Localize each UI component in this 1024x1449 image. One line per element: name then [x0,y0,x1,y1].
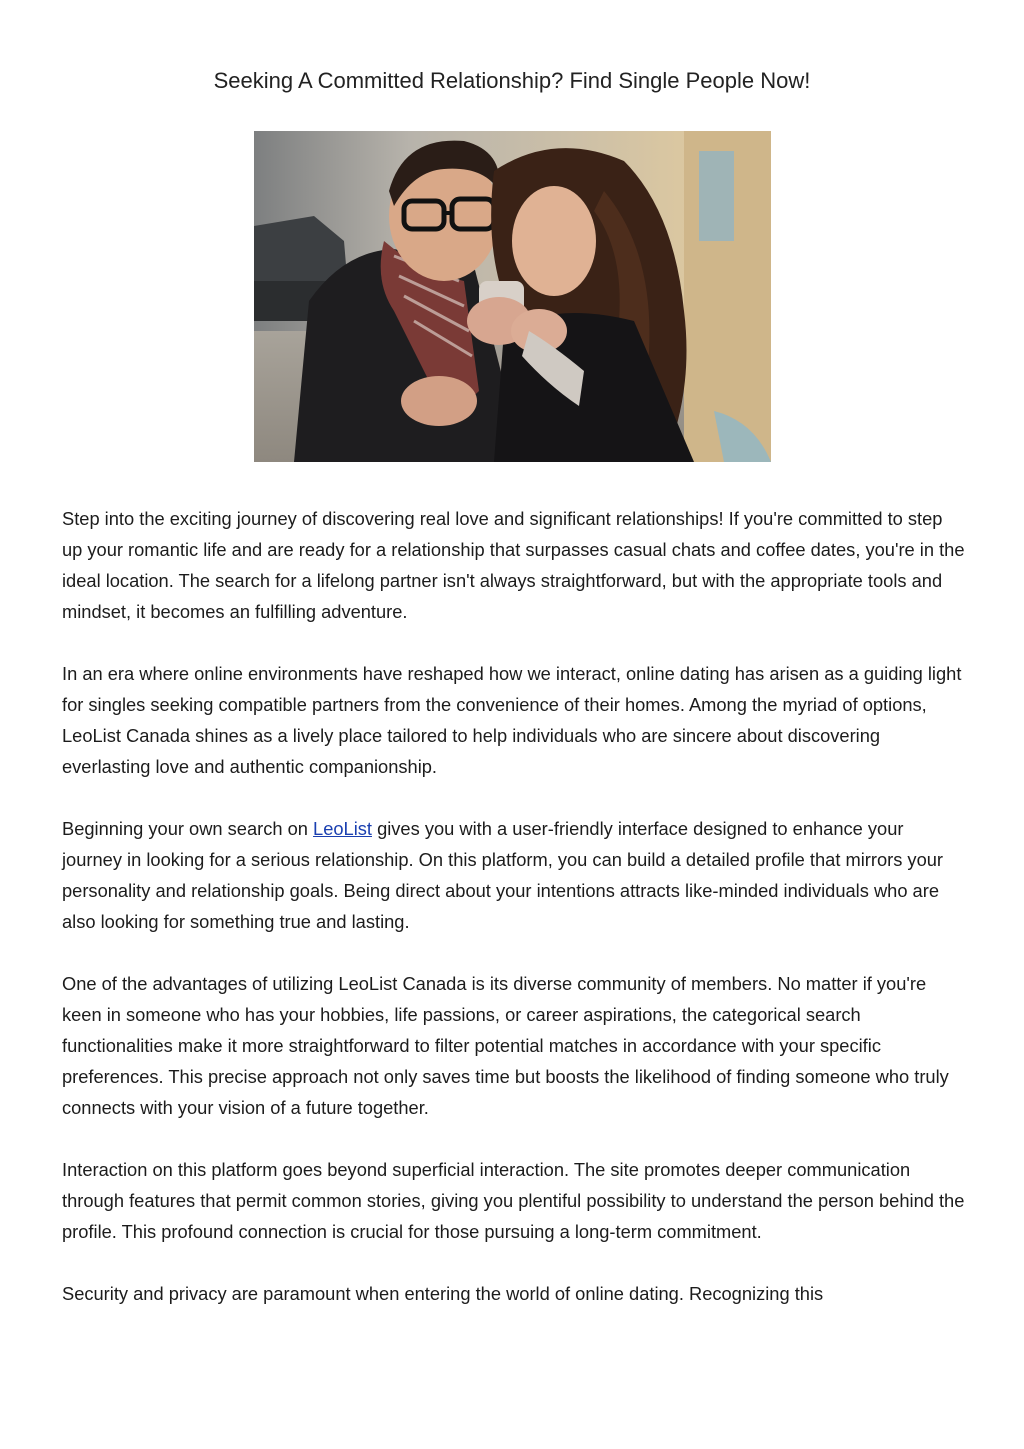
couple-photo-illustration [254,131,771,462]
page-title: Seeking A Committed Relationship? Find Single People Now! [213,68,811,93]
paragraph-2: In an era where online environments have reshaped how we interact, online dating has arisen as a guiding light for singles seeking compatible partners from the convenience of their homes. Among the myriad of options, LeoList Canada shines as a lively place tailored to help individuals who are sincere about discovering everlasting love and authentic companionship. [62,663,962,777]
paragraph-1: Step into the exciting journey of discovering real love and significant relationships! If you're committed to step up your romantic life and are ready for a relationship that surpasses casual chats and coffee dates, you're in the ideal location. The search for a lifelong partner isn't always straightforward, but with the appropriate tools and mindset, it becomes an fulfilling adventure. [62,508,965,622]
paragraph-3-intro: Beginning your own search on [62,818,314,839]
article-body [62,503,967,1340]
paragraph-3 [62,813,967,937]
leolist-link[interactable]: LeoList [313,818,372,839]
couple-photo [254,131,771,462]
paragraph-6: Security and privacy are paramount when entering the world of online dating. Recognizing this [62,1283,824,1304]
paragraph-4: One of the advantages of utilizing LeoList Canada is its diverse community of members. No matter if you're keen in someone who has your hobbies, life passions, or career aspirations, the categorical search functionalities make it more straightforward to filter potential matches in accordance with your specific preferences. This precise approach not only saves time but boosts the likelihood of finding someone who truly connects with your vision of a future together. [62,973,949,1118]
paragraph-5: Interaction on this platform goes beyond superficial interaction. The site promotes deeper communication through features that permit common stories, giving you plentiful possibility to understand the person behind the profile. This profound connection is crucial for those pursuing a long-term commitment. [62,1159,965,1242]
paragraph-3-rest: gives you with a user-friendly interface designed to enhance your journey in looking for a serious relationship. On this platform, you can build a detailed profile that mirrors your personality and relationship goals. Being direct about your intentions attracts like-minded individuals who are also looking for something true and lasting. [62,818,943,932]
